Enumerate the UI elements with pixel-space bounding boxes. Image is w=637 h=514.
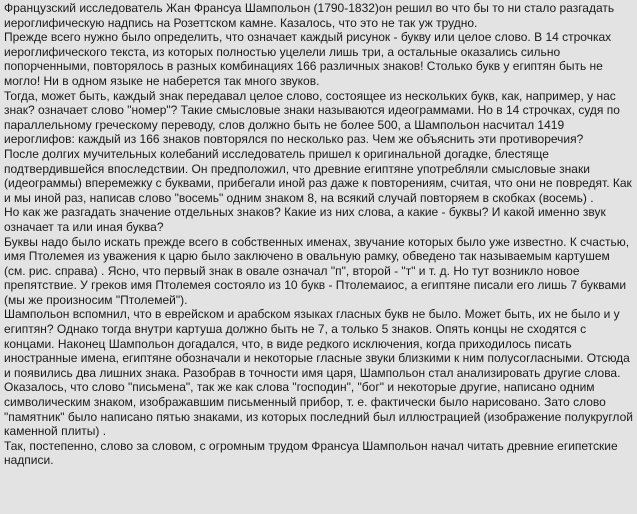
paragraph-conclusion: Так, постепенно, слово за словом, с огромным трудом Франсуа Шампольон начал читать древние египетские надписи.	[4, 438, 618, 468]
paragraph-cartouche: Буквы надо было искать прежде всего в собственных именах, звучание которых было уже известно. К счастью, имя Птолемея из уважения к царю было заключено в овальную рамку, обведено так называемым картушем (см. рис. справа) . Ясно, что первый знак в овале означал "п", второй - "т" и т. д. Но тут возникло новое препятствие. У греков имя Птолемея состояло из 10 букв - Птолемаиос, а египтяне писали его лишь 7 буквами (мы же произносим "Птолемей").	[4, 234, 630, 307]
paragraph-question: Но как же разгадать значение отдельных знаков? Какие из них слова, а какие - буквы? И какой именно звук означает та или иная буква?	[4, 205, 606, 234]
paragraph-intro: Французский исследователь Жан Франсуа Шампольон (1790-1832)он решил во что бы то ни стало разгадать иероглифическую надпись на Розеттском камне. Казалось, что это не так уж трудно.	[4, 1, 615, 30]
paragraph-vowels: Шампольон вспомнил, что в еврейском и арабском языках гласных букв не было. Может быть, их не было и у египтян? Однако тогда внутри картуша должно быть не 7, а только 5 знаков. Опять концы не сходятся с концами. Наконец Шампольон догадался, что, в виде редкого исключения, когда приходилось писать иностранные имена, египтяне обозначали и некоторые гласные звуки близкими к ним полусогласными. Отсюда и появились два лишних знака. Разобрав в точности имя царя, Шампольон стал анализировать другие слова. Оказалось, что слово "письмена", так же как слова "господин", "бог" и некоторые другие, написано одним символическим знаком, изображавшим письменный прибор, т. е. фактически было нарисовано. Зато слово "памятник" было написано пятью знаками, из которых последний был иллюстрацией (изображение полукруглой каменной плиты) .	[4, 307, 633, 439]
paragraph-guess: После долгих мучительных колебаний исследователь пришел к оригинальной догадке, блестяще подтвердившейся впоследствии. Он предположил, что древние египтяне употребляли смысловые знаки (идеограммы) вперемежку с буквами, прибегали иной раз даже к повторениям, считая, что они не повредят. Как и мы иной раз, написав слово "восемь" одним знаком 8, на всякий случай повторяем в скобках (восемь) .	[4, 146, 632, 205]
paragraph-ideograms: Тогда, может быть, каждый знак передавал целое слово, состоящее из нескольких букв, как, например, у нас знак? означает слово "номер"? Такие смысловые знаки называются идеограммами. Но в 14 строчках, судя по параллельному греческому переводу, слов должно быть не более 500, а Шампольон насчитал 1419 иероглифов: каждый из 166 знаков повторялся по несколько раз. Чем же объяснить эти противоречия?	[4, 88, 620, 147]
paragraph-signs-count: Прежде всего нужно было определить, что означает каждый рисунок - букву или целое слово. В 14 строчках иероглифического текста, из которых полностью уцелели лишь три, а остальные оказались сильно попорченными, повторялось в разных комбинациях 166 различных знаков! Столько букв у египтян быть не могло! Ни в одном языке не наберется так много звуков.	[4, 30, 612, 88]
